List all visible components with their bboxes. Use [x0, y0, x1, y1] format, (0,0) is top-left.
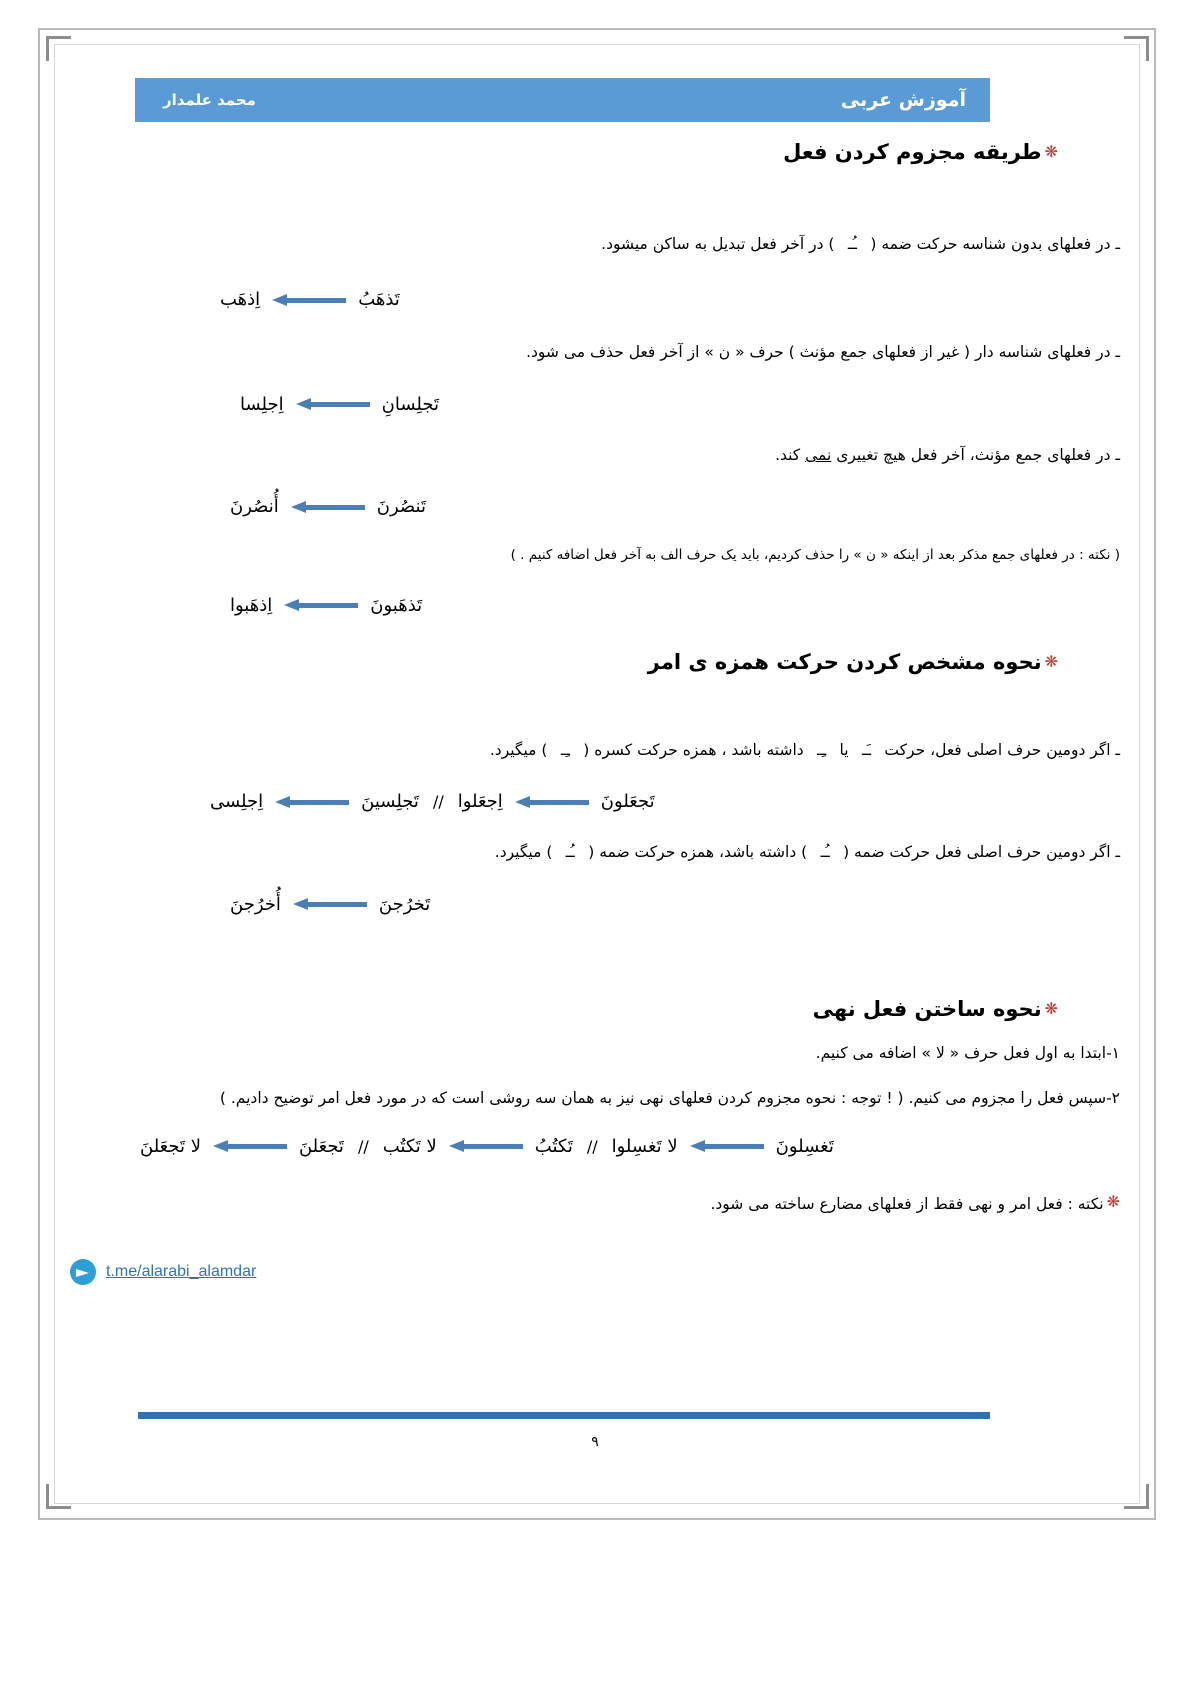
example-separator: // — [357, 1136, 369, 1156]
harakat-damma-3: ـُـ — [565, 843, 575, 862]
section3-step-2 — [70, 1084, 1120, 1113]
example-10-result: لا تَجعَلنَ — [140, 1135, 201, 1157]
asterisk-marker-icon: ❋ — [1106, 1191, 1120, 1211]
section-heading-2-text: نحوه مشخص کردن حرکت همزه ی امر — [647, 649, 1042, 674]
section3-final-note — [70, 1187, 1120, 1219]
document-header-bar — [135, 78, 990, 122]
harakat-damma-2: ـُـ — [820, 843, 830, 862]
example-9-result: لا تَكتُب — [382, 1135, 437, 1157]
example-10-source: تَجعَلنَ — [298, 1135, 344, 1157]
example-row-3 — [70, 496, 1120, 517]
section1-rule-1-part-b: ) در آخر فعل تبدیل به ساکن میشود. — [601, 235, 840, 253]
example-7-pair-2 — [383, 1136, 573, 1157]
example-row-1 — [70, 289, 1120, 310]
section3-step-1 — [70, 1039, 1120, 1068]
arrow-left-icon — [449, 1140, 523, 1152]
example-5-pair-1 — [458, 791, 655, 812]
section2-rule-2-part-b: ) داشته باشد، همزه حرکت ضمه ( — [583, 843, 813, 862]
section1-rule-1-part-a: ـ در فعلهای بدون شناسه حرکت ضمه ( — [865, 235, 1120, 253]
section1-rule-3-part-b: کند. — [775, 445, 806, 464]
arrow-left-icon — [296, 398, 370, 410]
section2-rule-2-part-a: ـ اگر دومین حرف اصلی فعل حرکت ضمه ( — [838, 843, 1120, 862]
harakat-fatha-1: ـَـ — [861, 740, 872, 759]
section-heading-1 — [70, 140, 1120, 164]
section-heading-3 — [70, 997, 1120, 1021]
crop-mark-top-left — [46, 36, 71, 61]
example-4-result: اِذهَبوا — [230, 594, 273, 616]
example-5-pair-2 — [210, 791, 419, 812]
arrow-left-icon — [213, 1140, 287, 1152]
example-8-source: تَغسِلونَ — [775, 1135, 834, 1157]
section1-rule-3 — [70, 441, 1120, 470]
arrow-left-icon — [690, 1140, 764, 1152]
document-content — [70, 136, 1120, 1285]
crop-mark-bottom-right — [1124, 1484, 1149, 1509]
example-7-result: أُخرُجنَ — [230, 893, 281, 915]
example-1-result: اِذهَب — [220, 289, 261, 311]
document-page — [70, 58, 1120, 1498]
section2-rule-2 — [70, 838, 1120, 867]
arrow-left-icon — [293, 898, 367, 910]
section2-rule-1-part-a: ـ اگر دومین حرف اصلی فعل، حرکت — [879, 740, 1120, 759]
example-7-source: تَخرُجنَ — [378, 893, 431, 915]
example-5-result: اِجعَلوا — [457, 791, 503, 813]
arrow-left-icon — [515, 796, 589, 808]
example-separator: // — [586, 1136, 598, 1156]
asterisk-marker-icon: ❋ — [1044, 142, 1058, 161]
section2-rule-2-part-c: ) میگیرد. — [494, 843, 558, 862]
example-row-7 — [70, 1136, 1120, 1157]
example-separator: // — [432, 792, 444, 812]
arrow-left-icon — [275, 796, 349, 808]
example-5-source: تَجعَلونَ — [600, 791, 655, 813]
example-4-source: تَذهَبونَ — [370, 594, 423, 616]
example-row-5 — [70, 791, 1120, 812]
page-number: ۹ — [591, 1434, 599, 1450]
telegram-channel-link[interactable]: t.me/alarabi_alamdar — [106, 1263, 257, 1281]
section1-rule-3-underlined: نمی — [805, 445, 832, 464]
section1-note — [70, 543, 1120, 569]
example-row-2 — [70, 394, 1120, 415]
section2-rule-1-part-d: ) میگیرد. — [489, 740, 553, 759]
example-8-result: لا تَغسِلوا — [611, 1135, 678, 1157]
section-heading-3-text: نحوه ساختن فعل نهی — [812, 996, 1042, 1021]
section1-rule-2 — [70, 338, 1120, 367]
header-title: آموزش عربی — [840, 89, 966, 111]
example-2-result: اِجلِسا — [240, 393, 284, 415]
asterisk-marker-icon: ❋ — [1044, 651, 1058, 671]
arrow-left-icon — [272, 294, 346, 306]
header-author-name: محمد علمدار — [163, 91, 256, 109]
section3-final-note-text: نکته : فعل امر و نهی فقط از فعلهای مضارع ساخته می شود. — [710, 1194, 1104, 1213]
section2-rule-1 — [70, 736, 1120, 765]
example-row-6 — [70, 894, 1120, 915]
harakat-damma-1: ـُـ — [847, 235, 857, 253]
telegram-link-row[interactable] — [70, 1259, 1120, 1285]
harakat-kasra-1: ـِـ — [817, 740, 827, 759]
arrow-left-icon — [291, 501, 365, 513]
section1-rule-2-text: ـ در فعلهای شناسه دار ( غیر از فعلهای جمع مؤنث ) حرف « ن » از آخر فعل حذف می شود. — [526, 343, 1120, 362]
example-7-pair-3 — [140, 1136, 344, 1157]
crop-mark-bottom-left — [46, 1484, 71, 1509]
section1-rule-3-part-a: ـ در فعلهای جمع مؤنث، آخر فعل هیچ تغییری — [831, 445, 1120, 464]
section-heading-2 — [70, 650, 1120, 674]
example-9-source: تَكتُبُ — [534, 1135, 573, 1157]
section3-step-1-text: ۱-ابتدا به اول فعل حرف « لا » اضافه می کنیم. — [815, 1043, 1120, 1062]
telegram-icon — [70, 1259, 96, 1285]
example-2-source: تَجلِسانِ — [381, 393, 439, 415]
example-6-result: اِجلِسی — [210, 791, 264, 813]
crop-mark-top-right — [1124, 36, 1149, 61]
example-1-source: تَذهَبُ — [358, 289, 400, 311]
example-3-source: تَنصُرنَ — [376, 496, 426, 518]
asterisk-marker-icon: ❋ — [1044, 998, 1058, 1018]
example-row-4 — [70, 595, 1120, 616]
footer-divider — [138, 1412, 990, 1419]
section3-step-2-text: ۲-سپس فعل را مجزوم می کنیم. ( ! توجه : نحوه مجزوم کردن فعلهای نهی نیز به همان سه روشی است که در مورد فعل امر توضیح دادیم. ) — [219, 1089, 1120, 1108]
arrow-left-icon — [284, 599, 358, 611]
section1-note-text: ( نکته : در فعلهای جمع مذکر بعد از اینکه « ن » را حذف کردیم، باید یک حرف الف به آخر فعل اضافه کنیم . ) — [510, 547, 1120, 564]
example-7-pair-1 — [612, 1136, 834, 1157]
section2-rule-1-part-b: یا — [834, 740, 854, 759]
example-3-result: أُنصُرنَ — [230, 496, 279, 518]
example-6-source: تَجلِسینَ — [361, 791, 419, 813]
section1-rule-1 — [70, 230, 1120, 259]
section2-rule-1-part-c: داشته باشد ، همزه حرکت کسره ( — [578, 740, 809, 759]
section-heading-1-text: طریقه مجزوم کردن فعل — [783, 140, 1042, 164]
harakat-kasra-2: ـِـ — [560, 740, 570, 759]
